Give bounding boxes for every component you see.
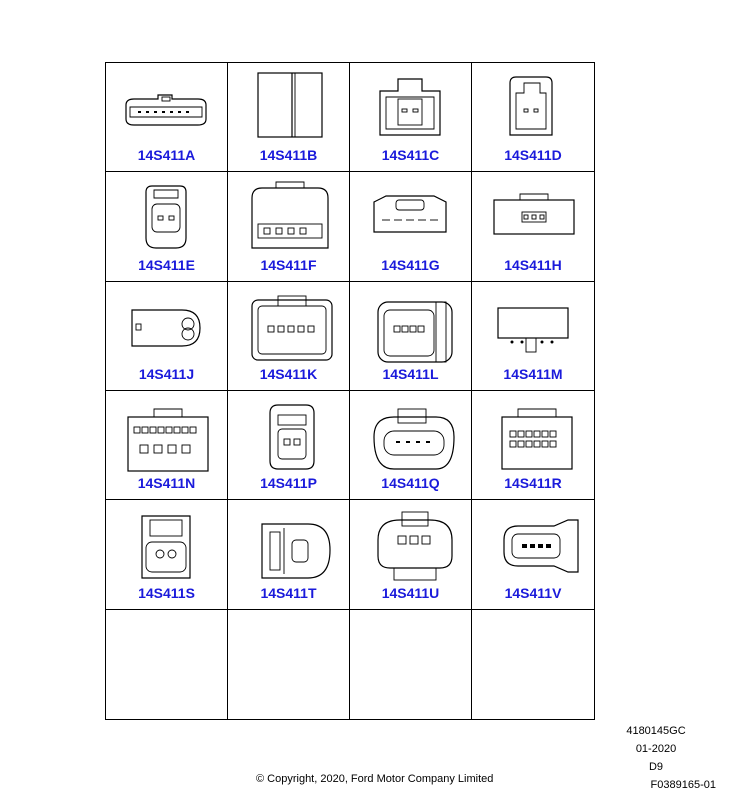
connector-label: 14S411K [259,366,318,382]
connector-label: 14S411N [137,475,196,492]
connector-cell-a [106,63,228,172]
doc-revision: D9 [648,761,664,773]
connector-q-drawing [360,397,460,473]
connector-cell-n [106,391,228,500]
connector-cell-f [228,172,350,281]
connector-label: 14S411U [381,584,440,601]
connector-l-drawing [360,288,460,364]
connector-label: 14S411B [259,147,318,164]
connector-cell-u [350,500,472,609]
connector-cell-l [350,282,472,391]
connector-cell-m [472,282,594,391]
connector-label: 14S411G [381,256,440,273]
empty-cell [228,610,350,719]
connector-cell-k [228,282,350,391]
doc-date: 01-2020 [635,743,677,755]
figure-id: F0389165-01 [650,779,716,791]
connector-e-drawing [116,178,216,254]
connector-t-drawing [238,506,338,582]
connector-label: 14S411P [260,475,317,492]
connector-cell-j [106,282,228,391]
connector-label: 14S411T [260,584,317,601]
connector-u-drawing [360,506,460,582]
connector-cell-g [350,172,472,281]
empty-cell [350,610,472,719]
connector-label: 14S411C [381,147,440,164]
connector-label: 14S411L [382,366,439,382]
copyright-notice: © Copyright, 2020, Ford Motor Company Limited [256,773,494,785]
connector-k-drawing [238,288,338,364]
connector-s-drawing [116,506,216,582]
connector-g-drawing [360,178,460,254]
document-info [596,722,716,794]
connector-label: 14S411A [137,147,196,164]
connector-cell-q [350,391,472,500]
connector-h-drawing [482,178,582,254]
empty-cell [472,610,594,719]
connector-cell-t [228,500,350,609]
connector-n-drawing [116,397,216,473]
connector-f-drawing [238,178,338,254]
connector-d-drawing [482,69,582,145]
connector-label: 14S411M [503,366,563,382]
connector-label: 14S411S [138,584,195,601]
connector-label: 14S411D [504,147,562,164]
connector-v-drawing [482,506,582,582]
connector-label: 14S411J [138,366,195,382]
connector-cell-v [472,500,594,609]
connector-grid [105,62,595,720]
connector-p-drawing [238,397,338,473]
connector-label: 14S411H [504,256,562,273]
connector-cell-p [228,391,350,500]
connector-label: 14S411E [138,256,195,273]
connector-label: 14S411V [504,584,562,601]
connector-cell-s [106,500,228,609]
connector-cell-d [472,63,594,172]
connector-j-drawing [116,288,216,364]
connector-cell-e [106,172,228,281]
connector-cell-r [472,391,594,500]
doc-number: 4180145GC [626,725,686,737]
empty-cell [106,610,228,719]
connector-a-drawing [116,69,216,145]
connector-m-drawing [482,288,582,364]
connector-cell-h [472,172,594,281]
connector-c-drawing [360,69,460,145]
connector-label: 14S411F [260,256,317,273]
connector-label: 14S411Q [381,475,440,492]
connector-cell-c [350,63,472,172]
connector-label: 14S411R [504,475,562,492]
connector-cell-b [228,63,350,172]
connector-b-drawing [238,69,338,145]
connector-r-drawing [482,397,582,473]
